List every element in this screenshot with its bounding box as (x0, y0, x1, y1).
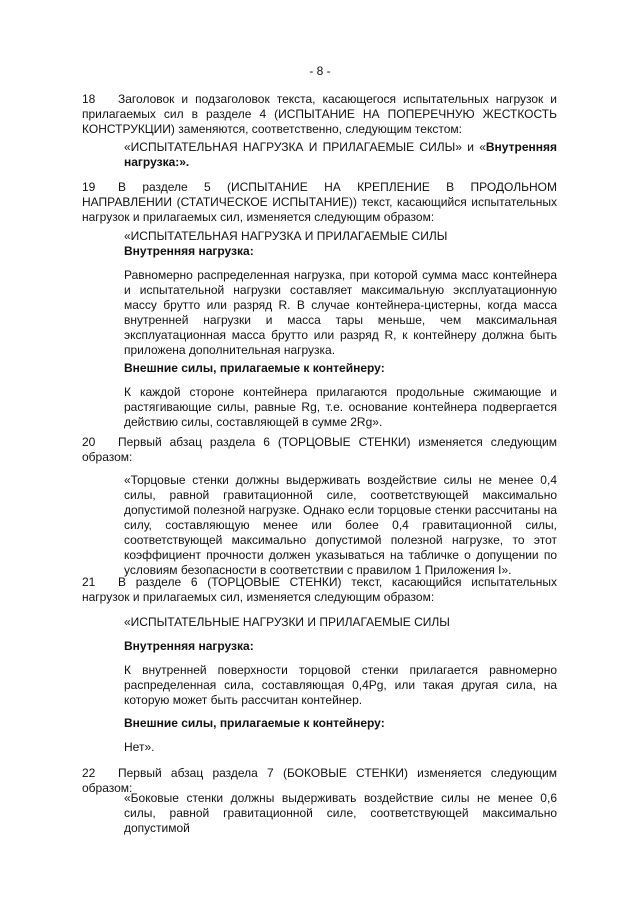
paragraph-18-quote (124, 140, 557, 170)
internal-load-title (124, 639, 557, 654)
bold-heading: Внутренняя нагрузка: (124, 140, 557, 169)
paragraph-22-quote: «Боковые стенки должны выдерживать воздействие силы не менее 0,6 силы, равной гравитационной силе, соответствующей максимально допустимой (124, 791, 557, 835)
paragraph-20 (82, 435, 557, 465)
bold-subheading: Внутренняя нагрузка: (124, 244, 254, 258)
paragraph-text: В разделе 6 (ТОРЦОВЫЕ СТЕНКИ) текст, касающийся испытательных нагрузок и прилагаемых сил, изменяется следующим образом: (82, 575, 557, 604)
section-heading: «ИСПЫТАТЕЛЬНЫЕ НАГРУЗКИ И ПРИЛАГАЕМЫЕ СИЛЫ (124, 615, 450, 629)
paragraph-text: Первый абзац раздела 7 (БОКОВЫЕ СТЕНКИ) изменяется следующим образом: (82, 766, 557, 795)
external-forces-title (124, 716, 557, 731)
external-forces-text: К каждой стороне контейнера прилагаются продольные сжимающие и растягивающие силы, равные Rg, т.е. основание контейнера подвергается действию силы, составляющей в сумме 2Rg». (124, 385, 557, 429)
paragraph-20-quote: «Торцовые стенки должны выдерживать воздействие силы не менее 0,4 силы, равной гравитационной силе, соответствующей максимально допустимой полезной нагрузке. Однако если торцовые стенки рассчитаны на силу, составляющую менее или более 0,4 гравитационной силы, соответствующей максимально допустимой полезной нагрузке, то этот коэффициент прочности должен указываться на табличке о допущении по условиям безопасности в соответствии с правилом 1 Приложения I». (124, 473, 557, 577)
paragraph-number: 18 (82, 92, 96, 106)
bold-subheading: Внешние силы, прилагаемые к контейнеру: (124, 361, 385, 375)
paragraph-number: 19 (82, 180, 96, 194)
quote-end: ». (179, 155, 190, 169)
paragraph-number: 22 (82, 766, 96, 780)
bold-subheading: Внутренняя нагрузка: (124, 639, 254, 653)
paragraph-text: В разделе 5 (ИСПЫТАНИЕ НА КРЕПЛЕНИЕ В ПРОДОЛЬНОМ НАПРАВЛЕНИИ (СТАТИЧЕСКОЕ ИСПЫТАНИЕ)) текст, касающийся испытательных нагрузок и прилагаемых сил, изменяется следующим образом: (82, 180, 557, 224)
paragraph-19 (82, 180, 557, 225)
section-heading: «ИСПЫТАТЕЛЬНАЯ НАГРУЗКА И ПРИЛАГАЕМЫЕ СИЛЫ (124, 229, 448, 243)
internal-load-text: Равномерно распределенная нагрузка, при которой сумма масс контейнера и испытательной нагрузки составляет максимальную эксплуатационную массу брутто или разряд R. В случае контейнера-цистерны, когда масса внутренней нагрузки и масса тары меньше, чем максимальная эксплуатационная масса брутто или разряд R, к контейнеру должна быть приложена дополнительная нагрузка. (124, 268, 557, 357)
quote-part: «ИСПЫТАТЕЛЬНАЯ НАГРУЗКА И ПРИЛАГАЕМЫЕ СИЛЫ» и « (124, 140, 486, 154)
paragraph-18 (82, 92, 557, 137)
paragraph-number: 21 (82, 575, 96, 589)
internal-load-title (124, 244, 557, 259)
paragraph-21 (82, 575, 557, 605)
paragraph-text: Заголовок и подзаголовок текста, касающегося испытательных нагрузок и прилагаемых сил в разделе 4 (ИСПЫТАНИЕ НА ПОПЕРЕЧНУЮ ЖЕСТКОСТЬ КОНСТРУКЦИИ) заменяются, соответственно, следующим текстом: (82, 92, 557, 136)
bold-subheading: Внешние силы, прилагаемые к контейнеру: (124, 716, 385, 730)
external-forces-title (124, 361, 557, 376)
external-forces-text: Нет». (124, 740, 155, 754)
page-number: - 8 - (309, 64, 331, 78)
paragraph-number: 20 (82, 435, 96, 449)
paragraph-text: Первый абзац раздела 6 (ТОРЦОВЫЕ СТЕНКИ) изменяется следующим образом: (82, 435, 557, 464)
internal-load-text: К внутренней поверхности торцовой стенки прилагается равномерно распределенная сила, составляющая 0,4Pg, или такая другая сила, на которую может быть рассчитан контейнер. (124, 663, 557, 707)
